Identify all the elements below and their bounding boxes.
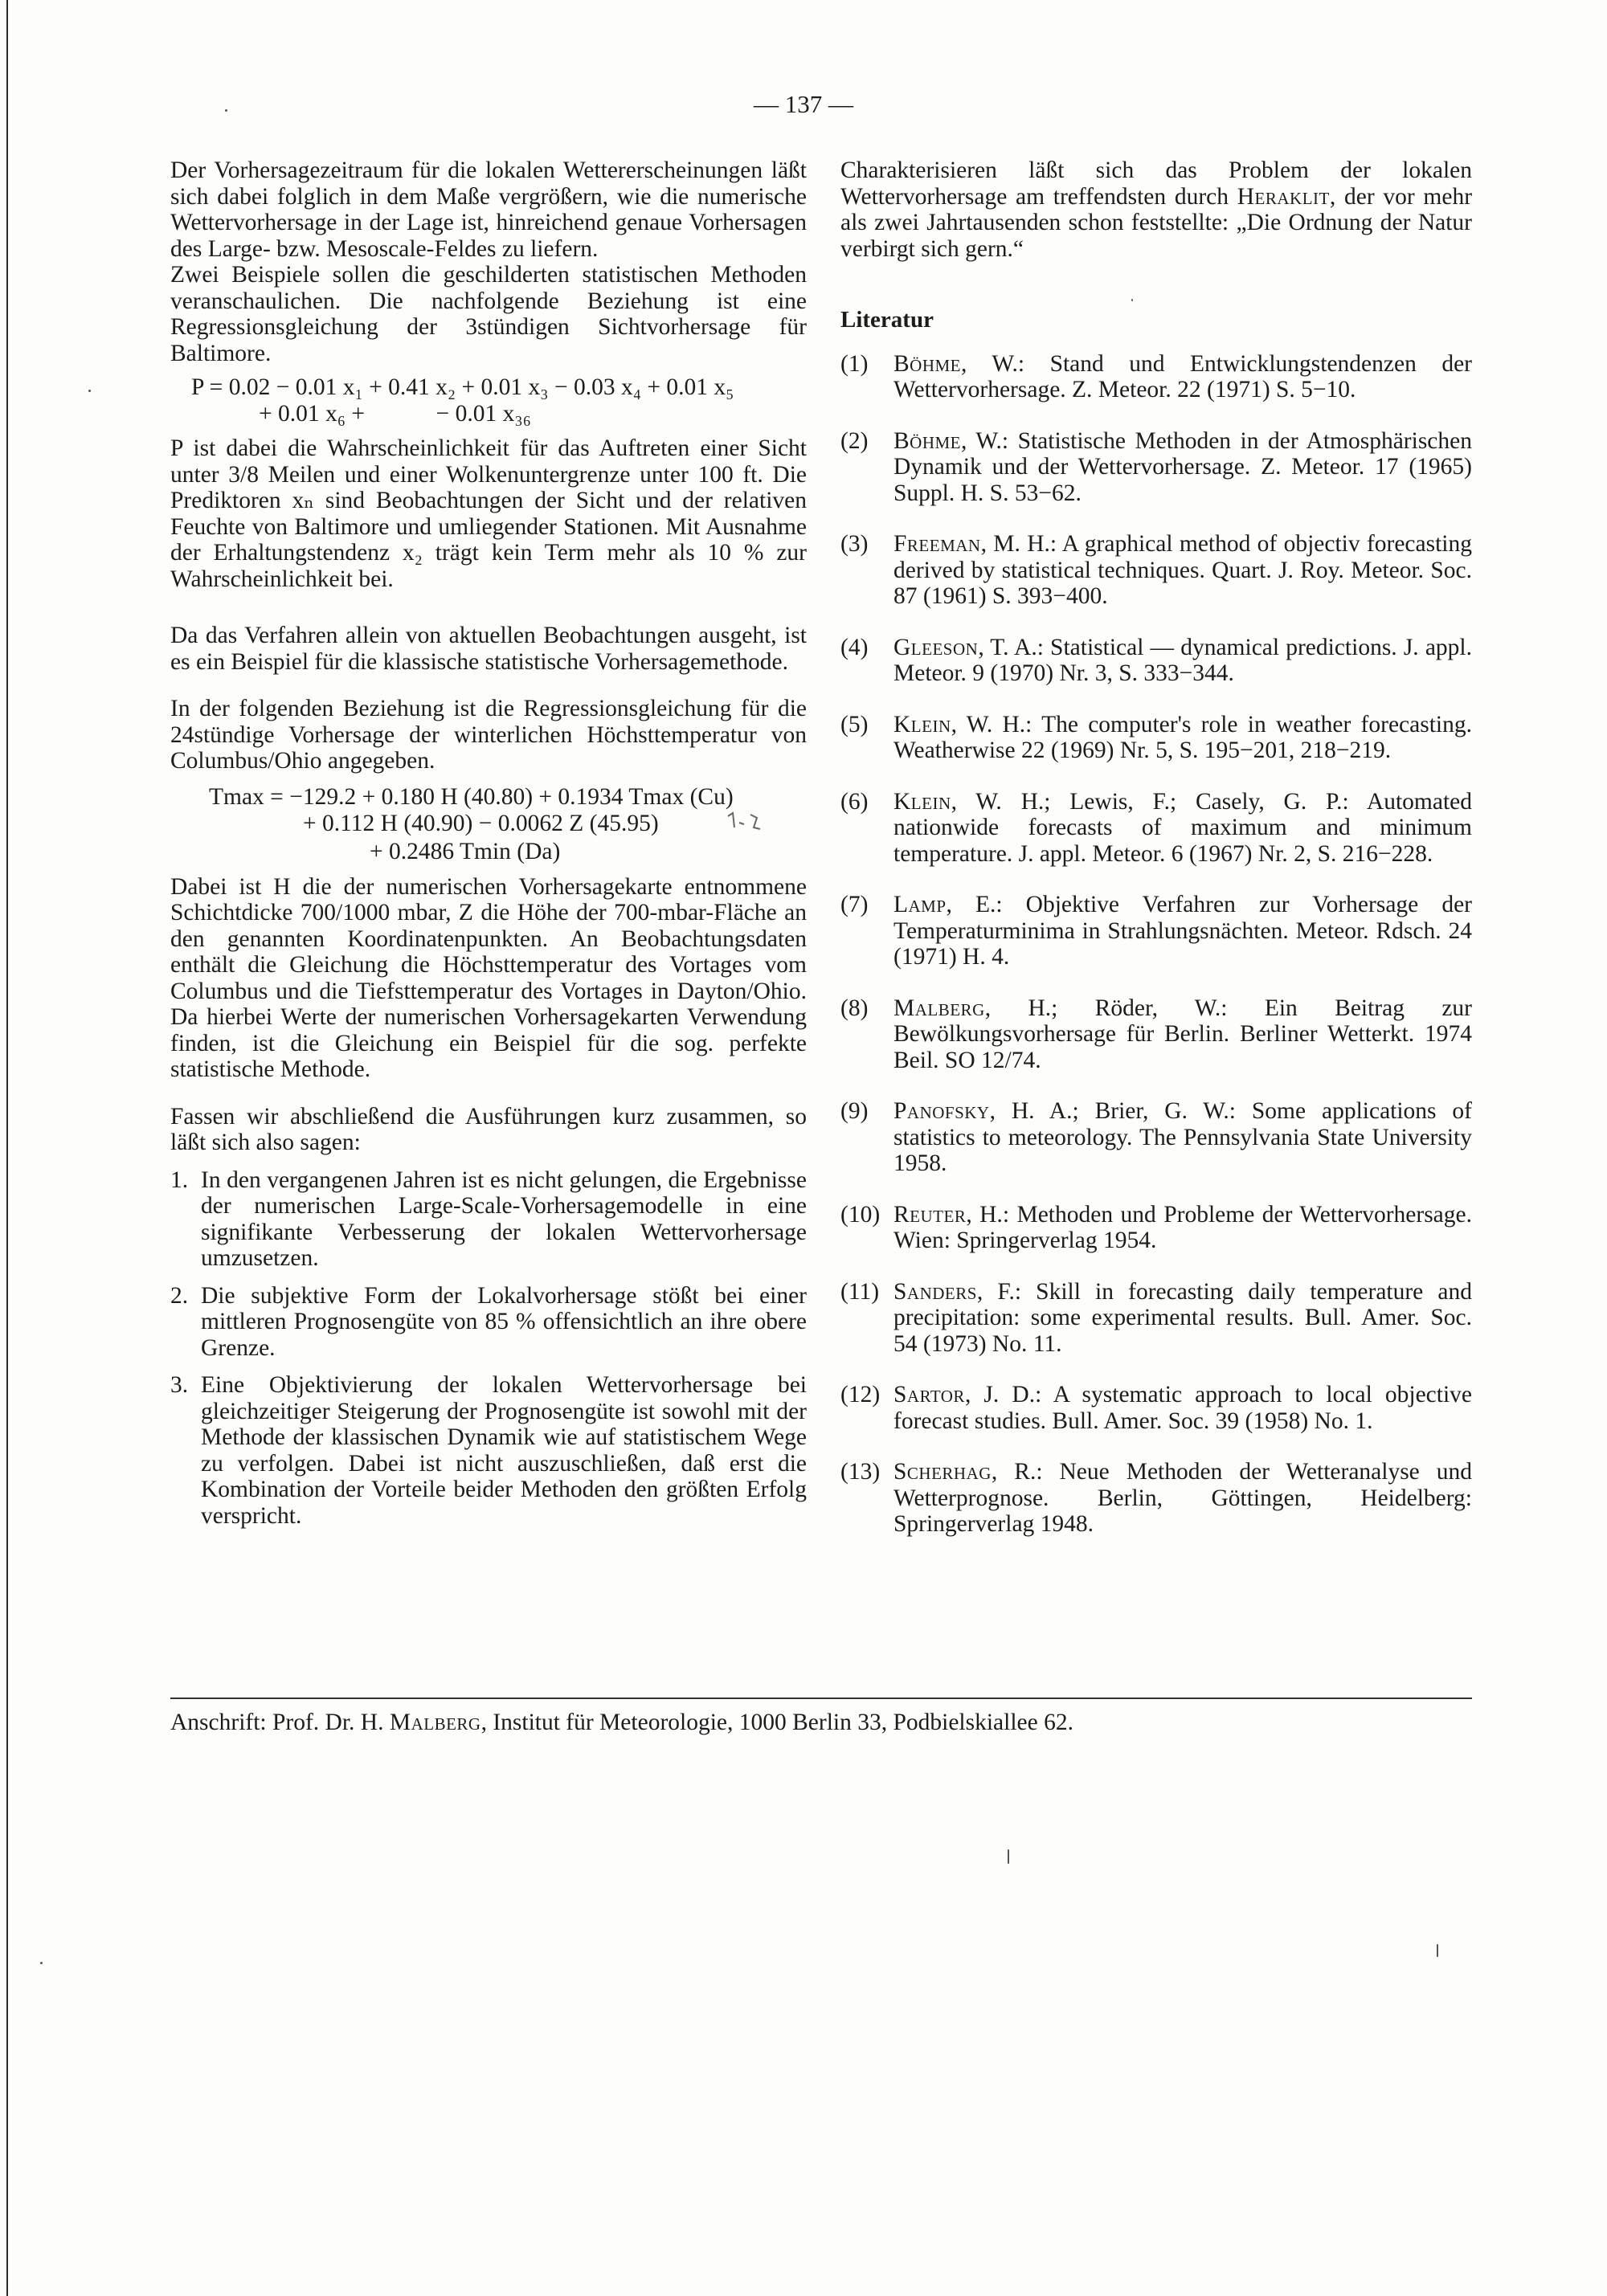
reference-text (893, 1202, 1472, 1254)
reference-details: , H.; Röder, W.: Ein Beitrag zur Bewölkungsvorhersage für Berlin. Berliner Wetterkt. 1974 Beil. SO 12/74. (893, 995, 1472, 1073)
list-item-number: 3. (170, 1372, 189, 1398)
scan-speck (88, 390, 91, 392)
paragraph-probability: P ist dabei die Wahrscheinlichkeit für das Auftreten einer Sicht unter 3/8 Meilen und einer Wolkenuntergrenze unter 100 ft. Die Prediktoren xₙ sind Beobachtungen der Sicht und der relativen Feuchte von Baltimore und umliegender Stationen. Mit Ausnahme der Erhaltungstendenz x₂ trägt kein Term mehr als 10 % zur Wahrscheinlichkeit bei. (170, 435, 807, 592)
equation-columbus-line-1: Tmax = −129.2 + 0.180 H (40.80) + 0.1934 Tmax (Cu) (209, 783, 734, 810)
reference-author: Gleeson (893, 634, 979, 660)
reference-author: Reuter (893, 1201, 967, 1228)
reference-author: Sartor (893, 1382, 965, 1407)
reference-item (840, 351, 1472, 403)
reference-text (893, 1279, 1472, 1358)
reference-item (840, 1382, 1472, 1434)
left-column (170, 157, 807, 1529)
reference-number: (11) (840, 1278, 880, 1305)
page-number: — 137 — (754, 90, 853, 118)
reference-author: Freeman (893, 531, 981, 557)
reference-author: Böhme (893, 427, 962, 454)
scan-speck (1437, 1944, 1438, 1957)
reference-details: , W.: Stand und Entwicklungstendenzen der Wettervorhersage. Z. Meteor. 22 (1971) S. 5−10. (893, 350, 1472, 402)
heraklit-text-after: , der vor mehr als zwei Jahrtausenden schon feststellte: „Die Ordnung der Natur verbirgt sich gern.“ (840, 183, 1473, 262)
reference-text (893, 712, 1472, 764)
reference-details: , W. H.; Lewis, F.; Casely, G. P.: Automated nationwide forecasts of maximum and minimum temperature. J. appl. Meteor. 6 (1967) Nr. 2, S. 216−228. (893, 788, 1472, 867)
literature-heading: Literatur (840, 307, 934, 333)
reference-text (893, 1459, 1472, 1538)
paragraph-forecast-period: Der Vorhersagezeitraum für die lokalen Wettererscheinungen läßt sich dabei folglich in dem Maße vergrößern, wie die numerische Wettervorhersage in der Lage ist, hinreichend genaue Vorhersagen des Large- bzw. Mesoscale-Feldes zu liefern. (170, 157, 807, 262)
reference-author: Malberg (893, 995, 985, 1021)
reference-item (840, 1459, 1472, 1538)
reference-author: Klein (893, 711, 951, 737)
address-author-name: Malberg (389, 1710, 481, 1735)
reference-number: (4) (840, 634, 869, 660)
reference-details: , H.: Methoden und Probleme der Wettervorhersage. Wien: Springerverlag 1954. (893, 1201, 1472, 1253)
paragraph-columbus: In der folgenden Beziehung ist die Regressionsgleichung für die 24stündige Vorhersage der winterlichen Höchsttemperatur von Columbus/Ohio angegeben. (170, 696, 807, 774)
address-text-after: , Institut für Meteorologie, 1000 Berlin 33, Podbielskiallee 62. (480, 1710, 1073, 1735)
right-column (840, 157, 1472, 1563)
reference-details: , W. H.: The computer's role in weather forecasting. Weatherwise 22 (1969) Nr. 5, S. 195−201, 218−219. (893, 711, 1472, 763)
reference-number: (3) (840, 531, 869, 557)
paragraph-two-examples: Zwei Beispiele sollen die geschilderten statistischen Methoden veranschaulichen. Die nachfolgende Beziehung ist eine Regressionsgleichung der 3stündigen Sichtvorhersage für Baltimore. (170, 262, 807, 366)
scan-speck (40, 1962, 43, 1964)
reference-author: Panofsky (893, 1098, 990, 1124)
reference-text (893, 892, 1472, 970)
reference-item (840, 789, 1472, 868)
reference-details: , M. H.: A graphical method of objectiv forecasting derived by statistical techniques. Quart. J. Roy. Meteor. Soc. 87 (1961) S. 393−400. (893, 531, 1472, 609)
paragraph-summary-intro: Fassen wir abschließend die Ausführungen kurz zusammen, so läßt sich also sagen: (170, 1103, 807, 1155)
reference-author: Scherhag (893, 1459, 992, 1485)
scan-speck (225, 109, 227, 112)
list-item-text: In den vergangenen Jahren ist es nicht gelungen, die Ergebnisse der numerischen Large-Scale-Vorhersagemodelle in eine signifikante Verbesserung der lokalen Wettervorhersage umzusetzen. (201, 1166, 807, 1271)
reference-item (840, 1279, 1472, 1358)
reference-number: (9) (840, 1098, 869, 1124)
scan-speck (1008, 1849, 1009, 1864)
equation-columbus-line-2: + 0.112 H (40.90) − 0.0062 Z (45.95) (303, 810, 659, 836)
equation-baltimore-line-2: + 0.01 x₆ + − 0.01 x₃₆ (259, 401, 531, 427)
reference-details: , E.: Objektive Verfahren zur Vorhersage der Temperaturminima in Strahlungsnächten. Meteor. Rdsch. 24 (1971) H. 4. (893, 892, 1472, 970)
reference-number: (1) (840, 350, 869, 377)
scan-page-edge (6, 0, 8, 2296)
equation-columbus-line-3: + 0.2486 Tmin (Da) (370, 838, 561, 864)
list-item (170, 1167, 807, 1272)
reference-number: (5) (840, 711, 869, 737)
reference-text (893, 635, 1472, 687)
reference-text (893, 1382, 1472, 1434)
reference-details: , W.: Statistische Methoden in der Atmosphärischen Dynamik und der Wettervorhersage. Z. Meteor. 17 (1965) Suppl. H. S. 53−62. (893, 427, 1472, 506)
equation-columbus (170, 784, 807, 864)
summary-list (170, 1167, 807, 1530)
list-item (170, 1283, 807, 1362)
list-item-number: 1. (170, 1166, 189, 1193)
reference-details: , H. A.; Brier, G. W.: Some applications of statistics to meteorology. The Pennsylvania State University 1958. (893, 1098, 1472, 1176)
reference-number: (13) (840, 1459, 881, 1485)
reference-text (893, 789, 1472, 868)
reference-list (840, 351, 1472, 1538)
heraklit-text-before: Charakterisieren läßt sich das Problem der lokalen Wettervorhersage am treffendsten durch (840, 157, 1472, 210)
author-address (170, 1710, 1472, 1736)
reference-item (840, 1202, 1472, 1254)
reference-text (893, 351, 1472, 403)
reference-details: , R.: Neue Methoden der Wetteranalyse und Wetterprognose. Berlin, Göttingen, Heidelberg: Springerverlag 1948. (893, 1459, 1472, 1537)
reference-item (840, 1098, 1472, 1177)
reference-author: Lamp (893, 892, 947, 917)
scan-speck (1131, 299, 1133, 301)
reference-item (840, 635, 1472, 687)
list-item-number: 2. (170, 1282, 189, 1309)
paragraph-classic-method: Da das Verfahren allein von aktuellen Beobachtungen ausgeht, ist es ein Beispiel für die klassische statistische Vorhersagemethode. (170, 623, 807, 675)
reference-details: , F.: Skill in forecasting daily temperature and precipitation: some experimental results. Bull. Amer. Soc. 54 (1973) No. 11. (893, 1278, 1472, 1357)
reference-number: (8) (840, 995, 869, 1021)
reference-item (840, 428, 1472, 507)
reference-author: Böhme (893, 350, 962, 377)
address-text-before: Anschrift: Prof. Dr. H. (170, 1710, 384, 1735)
reference-text (893, 995, 1472, 1074)
footer-rule (170, 1697, 1472, 1699)
reference-details: , J. D.: A systematic approach to local objective forecast studies. Bull. Amer. Soc. 39 (1958) No. 1. (893, 1382, 1472, 1434)
reference-item (840, 995, 1472, 1074)
reference-number: (7) (840, 892, 869, 917)
reference-text (893, 531, 1472, 610)
list-item (170, 1372, 807, 1529)
reference-number: (10) (840, 1201, 881, 1228)
reference-details: , T. A.: Statistical — dynamical predictions. J. appl. Meteor. 9 (1970) Nr. 3, S. 333−344. (893, 634, 1472, 686)
equation-baltimore-line-1: P = 0.02 − 0.01 x₁ + 0.41 x₂ + 0.01 x₃ − 0.03 x₄ + 0.01 x₅ (191, 374, 734, 400)
equation-baltimore (170, 374, 807, 427)
heraklit-name: Heraklit (1237, 183, 1330, 210)
list-item-text: Eine Objektivierung der lokalen Wettervorhersage bei gleichzeitiger Steigerung der Prognosengüte ist sowohl mit der Methode der klassischen Dynamik wie auf statistischem Wege zu verfolgen. Dabei ist nicht auszuschließen, daß erst die Kombination der Vorteile beider Methoden den größten Erfolg verspricht. (201, 1372, 807, 1529)
reference-item (840, 892, 1472, 970)
ink-smudge (725, 808, 765, 832)
paragraph-perfect-method: Dabei ist H die der numerischen Vorhersagekarte entnommene Schichtdicke 700/1000 mbar, Z die Höhe der 700-mbar-Fläche an den genannten Koordinatenpunkten. An Beobachtungsdaten enthält die Gleichung die Höchsttemperatur des Vortages vom Columbus und die Tiefsttemperatur des Vortages in Dayton/Ohio. Da hierbei Werte der numerischen Vorhersagekarten Verwendung finden, ist die Gleichung ein Beispiel für die sog. perfekte statistische Methode. (170, 873, 807, 1082)
paragraph-heraklit (840, 157, 1472, 262)
reference-text (893, 1098, 1472, 1177)
reference-number: (6) (840, 788, 869, 815)
reference-number: (12) (840, 1382, 881, 1407)
reference-author: Klein (893, 788, 951, 815)
reference-text (893, 428, 1472, 507)
reference-item (840, 712, 1472, 764)
reference-author: Sanders (893, 1278, 977, 1305)
reference-item (840, 531, 1472, 610)
reference-number: (2) (840, 427, 869, 454)
list-item-text: Die subjektive Form der Lokalvorhersage stößt bei einer mittleren Prognosengüte von 85 % offensichtlich an ihre obere Grenze. (201, 1282, 807, 1361)
